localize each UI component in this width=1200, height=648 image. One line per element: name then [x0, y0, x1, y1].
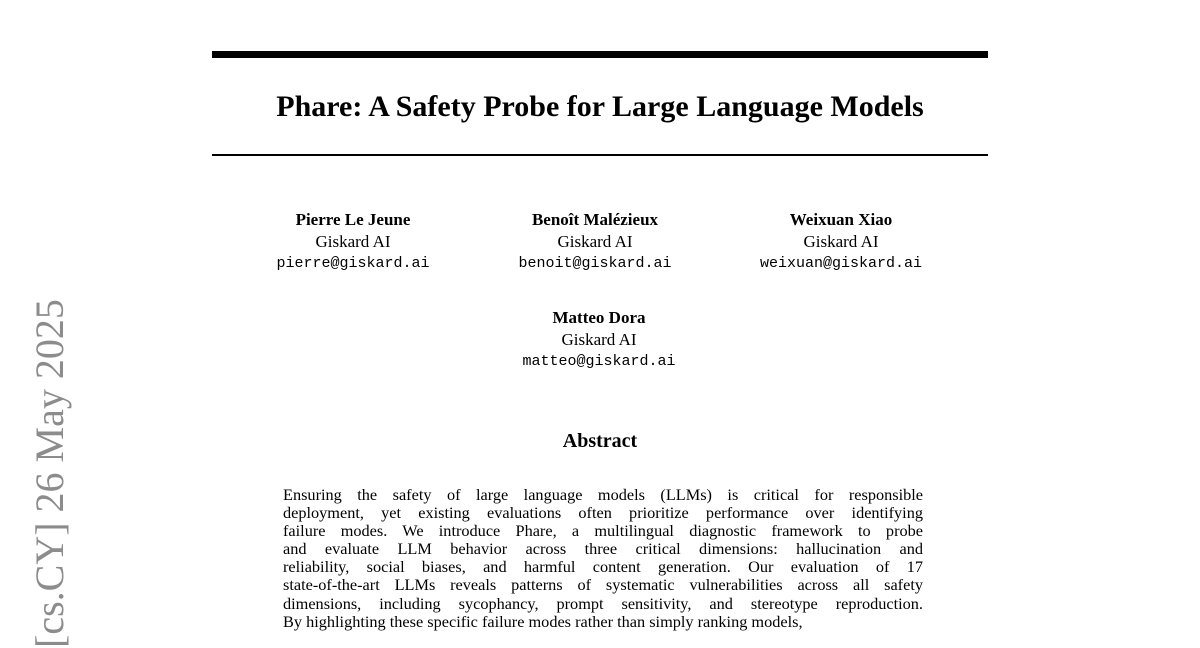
abstract-line: By highlighting these specific failure modes rather than simply ranking models, — [283, 611, 803, 631]
author-name: Weixuan Xiao — [789, 210, 893, 229]
author-block — [479, 307, 719, 373]
paper-title: Phare: A Safety Probe for Large Language Models — [276, 90, 924, 123]
author-name: Benoît Malézieux — [531, 210, 659, 229]
author-affiliation: Giskard AI — [557, 232, 633, 251]
author-email: benoit@giskard.ai — [518, 255, 672, 272]
abstract-line: reliability, social biases, and harmful content generation. Our evaluation of 17 — [283, 557, 923, 577]
abstract-heading: Abstract — [562, 430, 638, 452]
arxiv-identifier-stamp: [cs.CY] 26 May 2025 — [27, 299, 72, 648]
author-name: Matteo Dora — [552, 308, 646, 327]
author-email: pierre@giskard.ai — [276, 255, 430, 272]
author-block — [233, 209, 473, 275]
author-affiliation: Giskard AI — [315, 232, 391, 251]
abstract-line: Ensuring the safety of large language models (LLMs) is critical for responsible — [283, 485, 923, 504]
abstract-line: dimensions, including sycophancy, prompt sensitivity, and stereotype reproduction. — [283, 593, 923, 613]
title-bottom-rule — [212, 154, 988, 156]
abstract-body — [283, 486, 923, 631]
abstract-line: and evaluate LLM behavior across three critical dimensions: hallucination and — [283, 539, 923, 559]
author-affiliation: Giskard AI — [803, 232, 879, 251]
author-email: matteo@giskard.ai — [522, 353, 676, 370]
abstract-line: failure modes. We introduce Phare, a multilingual diagnostic framework to probe — [283, 521, 923, 541]
author-email: weixuan@giskard.ai — [759, 255, 923, 272]
author-name: Pierre Le Jeune — [295, 210, 411, 229]
author-affiliation: Giskard AI — [561, 330, 637, 349]
abstract-line: deployment, yet existing evaluations often prioritize performance over identifying — [283, 503, 923, 523]
author-block — [721, 209, 961, 275]
abstract-line: state-of-the-art LLMs reveals patterns of systematic vulnerabilities across all safety — [283, 575, 923, 595]
author-block — [475, 209, 715, 275]
title-top-rule — [212, 51, 988, 58]
